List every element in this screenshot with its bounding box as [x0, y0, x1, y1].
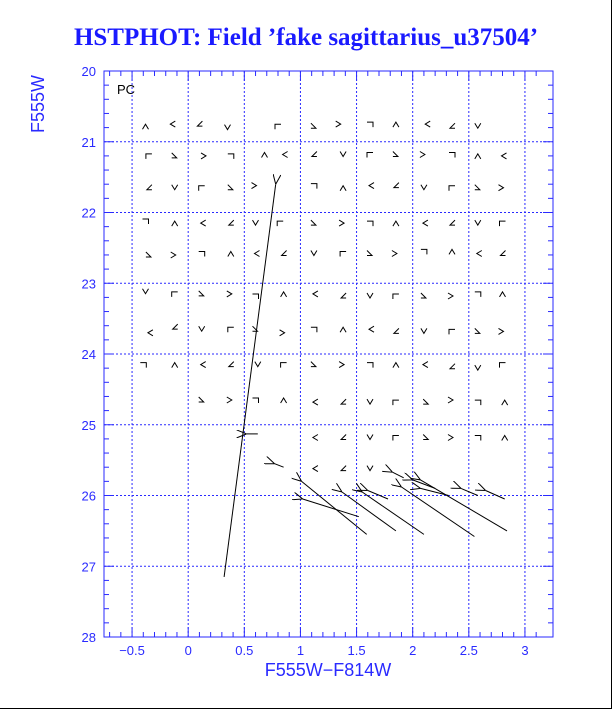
residual-marker: [262, 153, 268, 158]
residual-marker: [425, 121, 430, 127]
residual-marker: [475, 328, 480, 333]
residual-marker: [225, 125, 231, 130]
residual-marker: [280, 330, 285, 336]
residual-marker: [311, 220, 316, 225]
residual-marker: [171, 252, 176, 258]
y-axis-label: F555W: [28, 74, 48, 134]
residual-vectors: [224, 184, 507, 577]
residual-marker: [172, 292, 178, 297]
residual-marker: [170, 121, 175, 127]
residual-marker: [449, 153, 455, 158]
residual-marker: [367, 153, 373, 158]
residual-marker: [201, 362, 206, 368]
residual-marker: [199, 291, 204, 296]
residual-marker: [500, 363, 506, 368]
residual-marker: [146, 154, 152, 159]
x-tick-label: 1.5: [347, 643, 366, 658]
residual-vector: [486, 491, 505, 500]
y-tick-label: 24: [81, 347, 96, 362]
residual-marker: [311, 123, 316, 128]
residual-marker: [420, 152, 425, 158]
residual-marker: [341, 293, 346, 298]
residual-marker: [313, 435, 318, 441]
residual-marker: [227, 291, 232, 297]
residual-marker: [312, 152, 317, 157]
residual-marker: [367, 221, 373, 226]
residual-marker: [421, 328, 427, 333]
residual-marker: [339, 362, 344, 368]
chart-title: HSTPHOT: Field ’fake sagittarius_u37504’: [73, 24, 539, 51]
residual-marker: [281, 398, 287, 403]
residual-marker: [255, 251, 260, 257]
residual-marker: [313, 291, 318, 297]
residual-marker: [252, 183, 257, 189]
residual-marker: [475, 185, 480, 190]
residual-marker: [475, 436, 481, 441]
residual-marker: [275, 124, 281, 129]
residual-markers: [140, 121, 507, 472]
x-tick-label: 1: [296, 643, 305, 658]
residual-marker: [475, 123, 481, 128]
residual-marker: [281, 363, 287, 368]
residual-marker: [369, 183, 374, 189]
residual-marker: [477, 251, 482, 257]
residual-marker: [172, 185, 178, 190]
residual-marker: [313, 466, 318, 472]
residual-vector: [275, 464, 284, 468]
x-tick-label: 2.5: [459, 643, 478, 658]
residual-marker: [393, 400, 399, 405]
residual-marker: [228, 185, 233, 190]
y-tick-label: 22: [81, 205, 96, 221]
residual-marker: [340, 327, 346, 332]
grid-lines: [104, 71, 553, 637]
residual-marker: [392, 251, 397, 257]
residual-marker: [339, 220, 344, 226]
x-tick-label: 3: [521, 643, 529, 658]
residual-marker: [448, 397, 453, 403]
axis-tick-labels: [82, 64, 529, 658]
residual-marker: [228, 327, 234, 332]
residual-marker: [475, 220, 481, 225]
residual-marker: [253, 398, 259, 403]
residual-marker: [199, 252, 205, 257]
residual-marker: [281, 292, 287, 297]
residual-marker: [311, 251, 317, 256]
residual-marker: [367, 251, 372, 256]
residual-marker: [501, 251, 506, 256]
residual-vector: [461, 488, 478, 495]
residual-marker: [172, 153, 177, 158]
residual-marker: [449, 186, 455, 191]
x-axis-label: F555W−F814W: [264, 660, 392, 680]
residual-marker: [393, 221, 399, 226]
residual-marker: [336, 121, 341, 127]
residual-marker: [148, 330, 153, 336]
y-tick-label: 26: [81, 488, 96, 504]
x-tick-label: 0.5: [235, 643, 254, 658]
y-tick-label: 21: [81, 134, 96, 150]
residual-marker: [394, 328, 399, 333]
residual-marker: [277, 221, 283, 226]
residual-marker: [450, 123, 455, 128]
residual-marker: [367, 399, 373, 404]
panel-label: PC: [117, 82, 136, 97]
residual-marker: [172, 221, 178, 226]
residual-marker: [450, 220, 455, 225]
residual-marker: [227, 397, 232, 403]
residual-marker: [253, 294, 259, 299]
residual-marker: [367, 363, 373, 368]
residual-marker: [341, 466, 346, 471]
residual-marker: [311, 362, 316, 367]
residual-marker: [393, 436, 399, 441]
residual-marker: [340, 152, 346, 157]
y-tick-label: 28: [81, 630, 96, 645]
residual-marker: [147, 185, 152, 190]
residual-marker: [340, 186, 346, 191]
residual-marker: [173, 324, 178, 329]
residual-marker: [367, 435, 373, 440]
residual-marker: [502, 400, 508, 405]
residual-marker: [201, 153, 206, 159]
residual-marker: [143, 219, 149, 224]
residual-marker: [423, 220, 428, 226]
residual-marker: [228, 252, 234, 257]
residual-marker: [500, 221, 506, 226]
residual-marker: [475, 154, 481, 159]
residual-marker: [421, 249, 427, 254]
residual-marker: [228, 154, 234, 159]
residual-marker: [146, 252, 151, 257]
residual-marker: [311, 327, 317, 332]
residual-marker: [393, 122, 399, 127]
residual-marker: [423, 435, 428, 440]
residual-marker: [448, 435, 453, 441]
residual-marker: [367, 293, 373, 298]
y-tick-label: 20: [81, 64, 96, 79]
residual-marker: [199, 326, 205, 331]
x-tick-label: 2: [409, 643, 417, 658]
residual-marker: [341, 399, 346, 404]
residual-marker: [369, 326, 374, 332]
residual-marker: [313, 399, 318, 405]
residual-marker: [393, 363, 399, 368]
residual-marker: [367, 122, 373, 127]
residual-marker: [340, 252, 346, 257]
y-tick-label: 25: [81, 417, 96, 433]
residual-vector: [224, 184, 276, 577]
x-tick-label: −0.5: [119, 643, 145, 658]
residual-marker: [421, 293, 426, 298]
residual-marker: [500, 292, 506, 297]
residual-marker: [499, 185, 504, 191]
residual-vector: [342, 492, 396, 531]
residual-marker: [449, 329, 455, 334]
residual-marker: [253, 220, 259, 225]
residual-marker: [475, 292, 481, 297]
residual-marker: [421, 185, 427, 190]
residual-marker: [229, 220, 234, 225]
residual-marker: [502, 436, 508, 441]
y-tick-label: 23: [81, 276, 96, 292]
residual-marker: [143, 289, 149, 294]
residual-marker: [311, 184, 317, 189]
residual-marker: [475, 365, 481, 370]
x-tick-label: 0: [184, 643, 192, 658]
residual-marker: [255, 362, 261, 367]
residual-marker: [450, 364, 455, 369]
residual-marker: [423, 362, 428, 368]
residual-marker: [367, 466, 373, 471]
residual-marker: [393, 152, 398, 157]
residual-marker: [172, 363, 178, 368]
residual-marker: [423, 399, 428, 404]
y-tick-label: 27: [81, 559, 96, 575]
residual-marker: [448, 293, 453, 299]
residual-marker: [341, 435, 346, 440]
residual-marker: [499, 328, 504, 334]
residual-marker: [140, 363, 146, 368]
residual-marker: [199, 186, 205, 191]
residual-marker: [283, 152, 288, 158]
residual-marker: [394, 183, 399, 188]
residual-marker: [475, 400, 481, 405]
residual-marker: [229, 362, 234, 367]
residual-vector: [303, 499, 359, 517]
residual-marker: [502, 153, 507, 159]
residual-vector: [421, 488, 449, 495]
residual-marker: [143, 124, 149, 129]
residual-marker: [282, 251, 287, 256]
residual-marker: [449, 249, 455, 254]
residual-vector: [413, 480, 435, 489]
residual-marker: [201, 220, 206, 226]
residual-marker: [199, 397, 204, 402]
residual-marker: [197, 121, 202, 126]
residual-marker: [393, 294, 399, 299]
residual-vector: [393, 472, 404, 478]
